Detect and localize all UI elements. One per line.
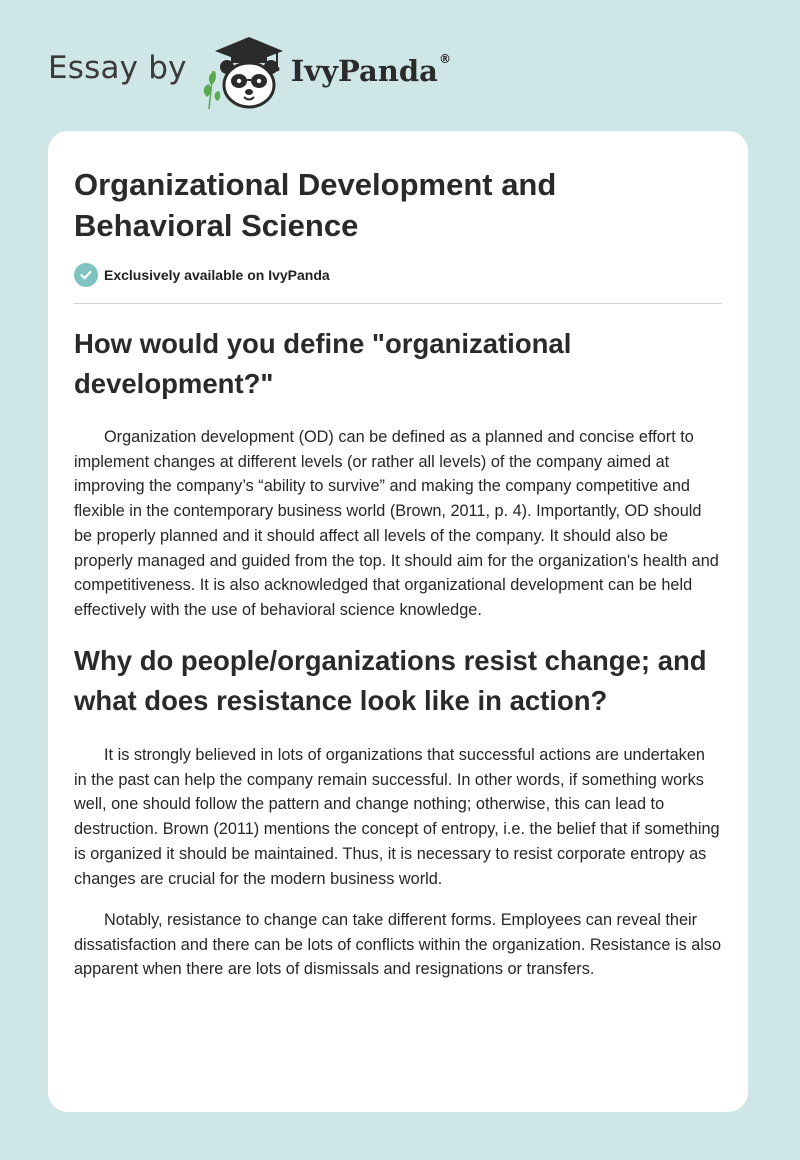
brand-prefix: Essay by — [48, 50, 187, 86]
paragraph: Organization development (OD) can be defined as a planned and concise effort to implement changes at different levels (or rather all levels) of the company aimed at improving the company’s “ability to survive” and making the company competitive and flexible in the contemporary business world (Brown, 2011, p. 4). Importantly, OD should be properly planned and it should affect all levels of the company. It should also be properly managed and guided from the top. It should aim for the organization's health and competitiveness. It is also acknowledged that organizational development can be held effectively with the use of behavioral science knowledge. — [74, 428, 719, 619]
check-icon — [74, 263, 98, 287]
section-heading-resistance: Why do people/organizations resist change; and what does resistance look like in action? — [74, 645, 707, 716]
divider — [74, 303, 722, 304]
paragraph: It is strongly believed in lots of organizations that successful actions are undertaken in the past can help the company remain successful. In other words, if something works well, one should follow the pattern and change nothing; otherwise, this can lead to destruction. Brown (2011) mentions the concept of entropy, i.e. the belief that if something is organized it should be maintained. Thus, it is necessary to resist corporate entropy as changes are crucial for the modern business world. — [74, 746, 720, 888]
exclusive-badge — [74, 263, 330, 287]
paragraph: Notably, resistance to change can take different forms. Employees can reveal their dissatisfaction and there can be lots of conflicts within the organization. Resistance is also apparent when there are lots of dismissals and resignations or transfers. — [74, 911, 722, 979]
section-heading-definition: How would you define "organizational development?" — [74, 328, 572, 399]
exclusive-label: Exclusively available on IvyPanda — [104, 267, 330, 283]
essay-title: Organizational Development and Behavioral Science — [74, 167, 557, 243]
registered-mark: ® — [438, 52, 451, 66]
brand-header — [48, 28, 451, 108]
panda-logo-icon — [197, 31, 289, 111]
brand-name: IvyPanda® — [290, 52, 451, 88]
essay-card — [48, 131, 748, 1112]
